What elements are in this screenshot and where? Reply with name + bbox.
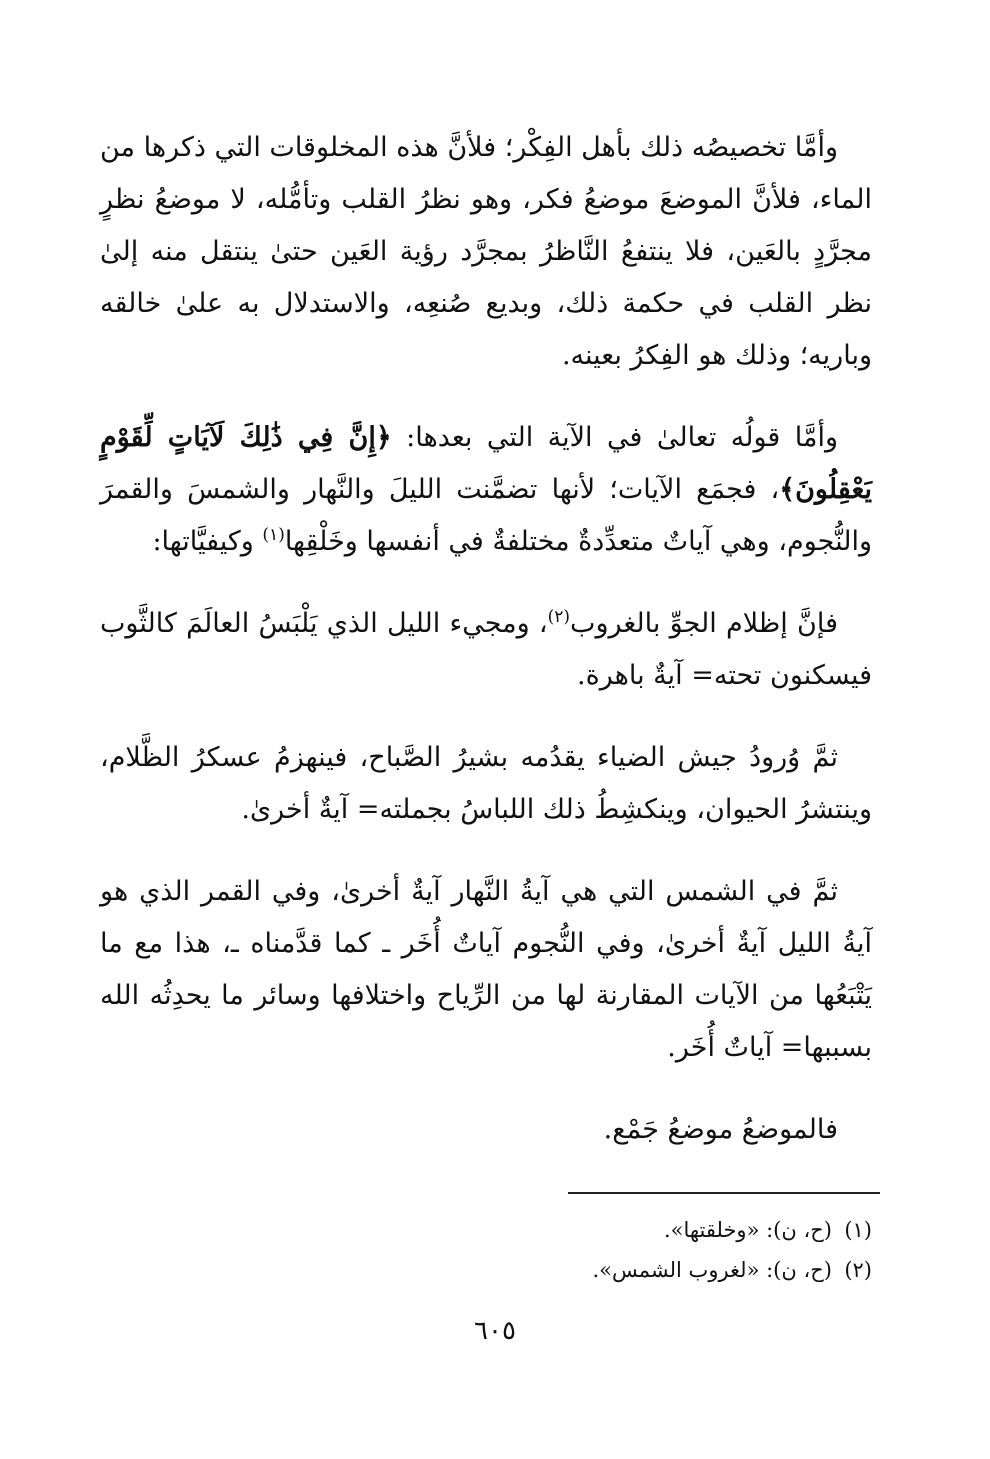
footnote-2 <box>400 1250 872 1290</box>
footnotes <box>400 1210 872 1290</box>
footnote-reference-2[interactable]: (٢) <box>547 607 571 627</box>
footnote-number: (٢) <box>844 1258 872 1282</box>
paragraph-6: فالموضعُ موضعُ جَمْع. <box>603 1114 838 1145</box>
paragraph-5: ثمَّ في الشمس التي هي آيةُ النَّهار آيةٌ أخرىٰ، وفي القمر الذي هو آيةُ الليل آيةٌ أخرىٰ، وفي النُّجوم آياتٌ أُخَر ـ كما قدَّمناه ـ، هذا مع ما يَتْبَعُها من الآيات المقارنة لها من الرِّياح واختلافها وسائر ما يحدِثُه الله بسببها= آياتٌ أُخَر. <box>100 876 872 1063</box>
paragraph-1: وأمَّا تخصيصُه ذلك بأهل الفِكْر؛ فلأنَّ هذه المخلوقات التي ذكرها من الماء، فلأنَّ الموضعَ موضعُ فكر، وهو نظرُ القلب وتأمُّله، لا موضعُ نظرٍ مجرَّدٍ بالعَين، فلا ينتفعُ النَّاظرُ بمجرَّد رؤية العَين حتىٰ ينتقل منه إلىٰ نظر القلب في حكمة ذلك، وبديع صُنعِه، والاستدلال به علىٰ خالقه وباريه؛ وذلك هو الفِكرُ بعينه. <box>100 132 872 371</box>
footnote-divider <box>568 1192 880 1194</box>
paragraph-3 <box>100 598 872 702</box>
paragraph-2-intro: وأمَّا قولُه تعالىٰ في الآية التي بعدها: <box>391 422 838 453</box>
page-number: ٦٠٥ <box>474 1316 516 1346</box>
paragraph-3-intro: فإنَّ إظلام الجوِّ بالغروب <box>570 608 839 639</box>
paragraph-3-body: ، ومجيء الليل الذي يَلْبَسُ العالَمَ كالثَّوب فيسكنون تحته= آيةٌ باهرة. <box>100 608 872 691</box>
main-text <box>100 122 872 1156</box>
paragraph-2-body: ، فجمَع الآيات؛ لأنها تضمَّنت الليلَ والنَّهار والشمسَ والقمرَ والنُّجوم، وهي آياتٌ متعدِّدةٌ مختلفةٌ في أنفسها وخَلْقِها <box>100 474 872 557</box>
footnote-text: (ح، ن): «وخلقتها». <box>663 1218 832 1242</box>
footnote-reference-1[interactable]: (١) <box>262 525 285 545</box>
footnote-number: (١) <box>844 1218 872 1242</box>
paragraph-2 <box>100 412 872 568</box>
quran-verse: ﴿إِنَّ فِي ذَٰلِكَ لَآيَاتٍ لِّقَوْمٍ يَعْقِلُونَ﴾ <box>100 422 872 505</box>
footnote-1 <box>400 1210 872 1250</box>
paragraph-4: ثمَّ وُرودُ جيش الضياء يقدُمه بشيرُ الصَّباح، فينهزمُ عسكرُ الظَّلام، وينتشرُ الحيوان، وينكشِطُ ذلك اللباسُ بجملته= آيةٌ أخرىٰ. <box>100 742 872 825</box>
footnote-text: (ح، ن): «لغروب الشمس». <box>592 1258 832 1282</box>
paragraph-2-end: وكيفيَّاتها: <box>152 526 263 557</box>
